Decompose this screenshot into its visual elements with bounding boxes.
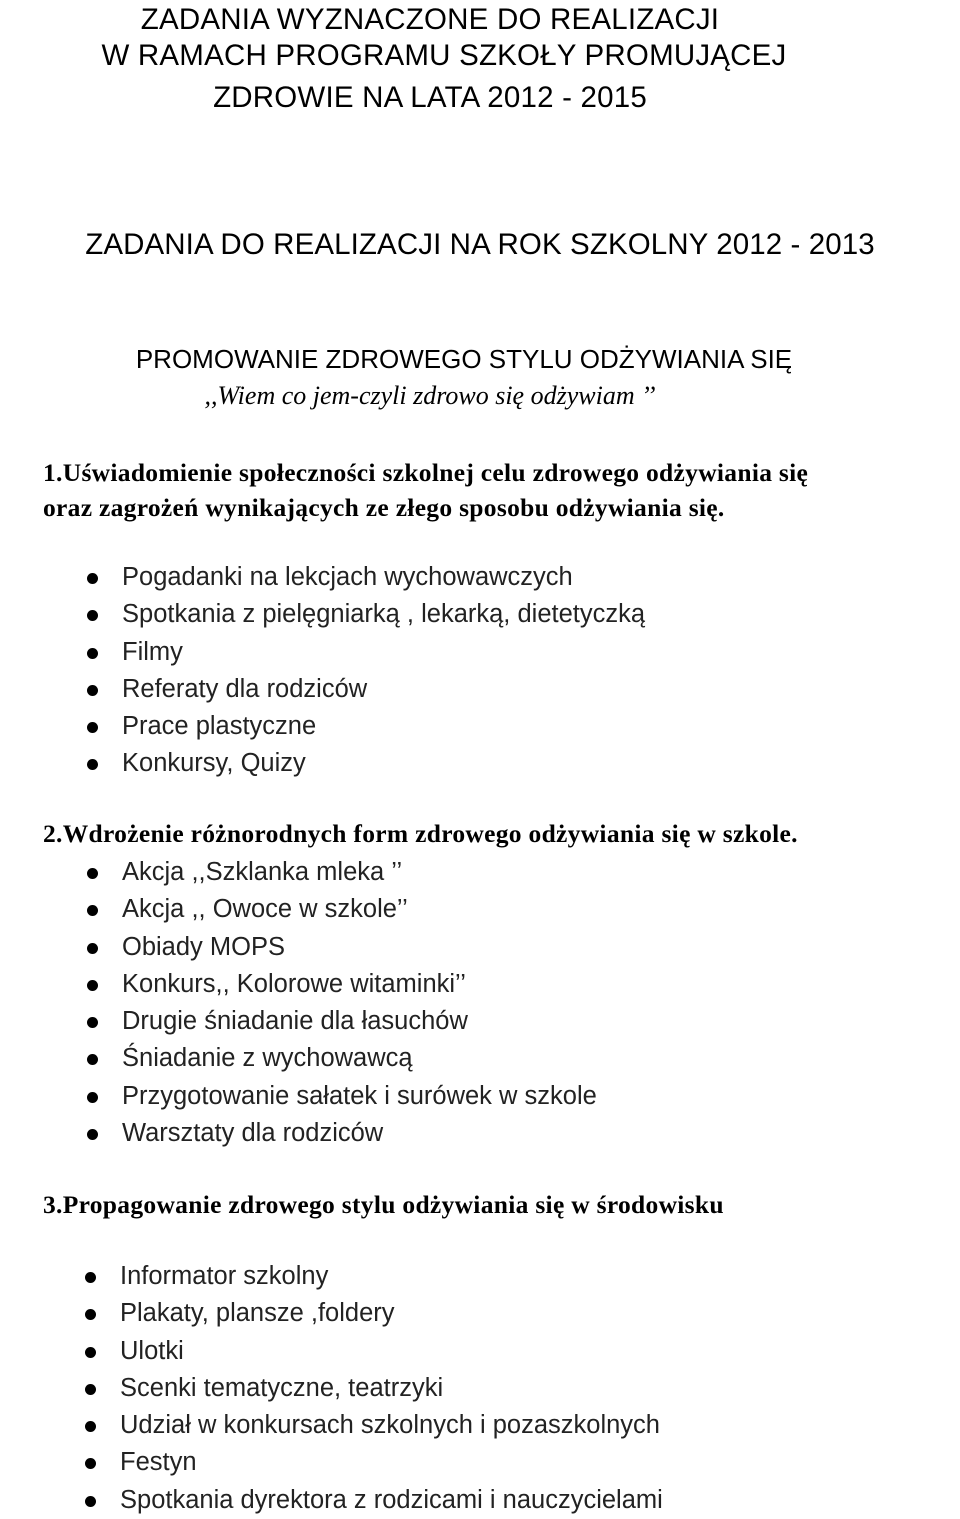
list-item-text: Konkurs,, Kolorowe witaminki’’ xyxy=(122,969,466,998)
section-1-title: 1.Uświadomienie społeczności szkolnej celu zdrowego odżywiania się xyxy=(43,458,809,487)
list-item-text: Filmy xyxy=(122,637,183,666)
list-item xyxy=(82,1482,663,1519)
list-item xyxy=(82,1258,663,1295)
bullet-icon xyxy=(87,610,98,621)
list-item xyxy=(82,1333,663,1370)
bullet-icon xyxy=(87,1017,98,1028)
list-item xyxy=(84,634,645,671)
bullet-icon xyxy=(87,722,98,733)
bullet-icon xyxy=(87,1054,98,1065)
list-item-text: Pogadanki na lekcjach wychowawczych xyxy=(122,563,573,591)
bullet-icon xyxy=(87,1129,98,1140)
list-item-text: Akcja ,,Szklanka mleka ’’ xyxy=(122,858,403,886)
list-item-text: Udział w konkursach szkolnych i pozaszkolnych xyxy=(120,1411,660,1440)
list-item-text: Obiady MOPS xyxy=(122,932,285,961)
list-item xyxy=(84,966,597,1003)
list-item-text: Prace plastyczne xyxy=(122,712,317,741)
list-item xyxy=(84,708,645,745)
bullet-icon xyxy=(85,1496,96,1507)
section-3-list xyxy=(82,1258,663,1519)
school-year-heading: ZADANIA DO REALIZACJI NA ROK SZKOLNY 2012 - 2013 xyxy=(85,228,875,261)
bullet-icon xyxy=(87,868,98,879)
list-item-text: Drugie śniadanie dla łasuchów xyxy=(122,1007,468,1036)
section-3-title: 3.Propagowanie zdrowego stylu odżywiania się w środowisku xyxy=(43,1190,724,1219)
list-item xyxy=(84,891,597,928)
bullet-icon xyxy=(85,1347,96,1358)
title-line-3: ZDROWIE NA LATA 2012 - 2015 xyxy=(213,81,647,114)
list-item-text: Akcja ,, Owoce w szkole’’ xyxy=(122,895,408,924)
list-item-text: Warsztaty dla rodziców xyxy=(122,1119,384,1148)
bullet-icon xyxy=(85,1309,96,1320)
list-item xyxy=(84,1115,597,1152)
list-item-text: Informator szkolny xyxy=(120,1262,329,1290)
topic-heading: PROMOWANIE ZDROWEGO STYLU ODŻYWIANIA SIĘ xyxy=(135,344,793,374)
list-item xyxy=(84,1040,597,1077)
bullet-icon xyxy=(87,685,98,696)
list-item xyxy=(84,596,645,633)
bullet-icon xyxy=(87,1092,98,1103)
list-item-text: Śniadanie z wychowawcą xyxy=(122,1044,413,1073)
list-item-text: Ulotki xyxy=(120,1336,184,1365)
list-item-text: Spotkania dyrektora z rodzicami i nauczycielami xyxy=(120,1485,663,1514)
bullet-icon xyxy=(87,943,98,954)
bullet-icon xyxy=(87,648,98,659)
title-line-2: W RAMACH PROGRAMU SZKOŁY PROMUJĄCEJ xyxy=(101,39,787,72)
list-item xyxy=(84,854,597,891)
list-item-text: Konkursy, Quizy xyxy=(122,749,306,778)
bullet-icon xyxy=(87,980,98,991)
list-item xyxy=(82,1444,663,1481)
list-item xyxy=(84,671,645,708)
bullet-icon xyxy=(87,905,98,916)
topic-motto: ,,Wiem co jem-czyli zdrowo się odżywiam ’’ xyxy=(204,381,656,410)
list-item-text: Referaty dla rodziców xyxy=(122,674,368,703)
section-1-list xyxy=(84,559,645,783)
bullet-icon xyxy=(85,1421,96,1432)
bullet-icon xyxy=(87,573,98,584)
bullet-icon xyxy=(87,759,98,770)
list-item xyxy=(84,1003,597,1040)
list-item-text: Festyn xyxy=(120,1448,197,1477)
list-item-text: Przygotowanie sałatek i surówek w szkole xyxy=(122,1081,597,1110)
list-item xyxy=(82,1370,663,1407)
list-item xyxy=(84,745,645,782)
list-item xyxy=(84,1078,597,1115)
list-item-text: Scenki tematyczne, teatrzyki xyxy=(120,1373,444,1402)
list-item xyxy=(82,1295,663,1332)
bullet-icon xyxy=(85,1458,96,1469)
list-item xyxy=(82,1407,663,1444)
bullet-icon xyxy=(85,1272,96,1283)
section-2-list xyxy=(84,854,597,1152)
section-1-title-continued: oraz zagrożeń wynikających ze złego sposobu odżywiania się. xyxy=(43,493,725,522)
list-item xyxy=(84,559,645,596)
title-line-1: ZADANIA WYZNACZONE DO REALIZACJI xyxy=(140,3,720,36)
list-item xyxy=(84,929,597,966)
section-2-title: 2.Wdrożenie różnorodnych form zdrowego odżywiania się w szkole. xyxy=(43,819,798,848)
list-item-text: Spotkania z pielęgniarką , lekarką, dietetyczką xyxy=(122,600,646,629)
bullet-icon xyxy=(85,1384,96,1395)
list-item-text: Plakaty, plansze ,foldery xyxy=(120,1299,395,1328)
